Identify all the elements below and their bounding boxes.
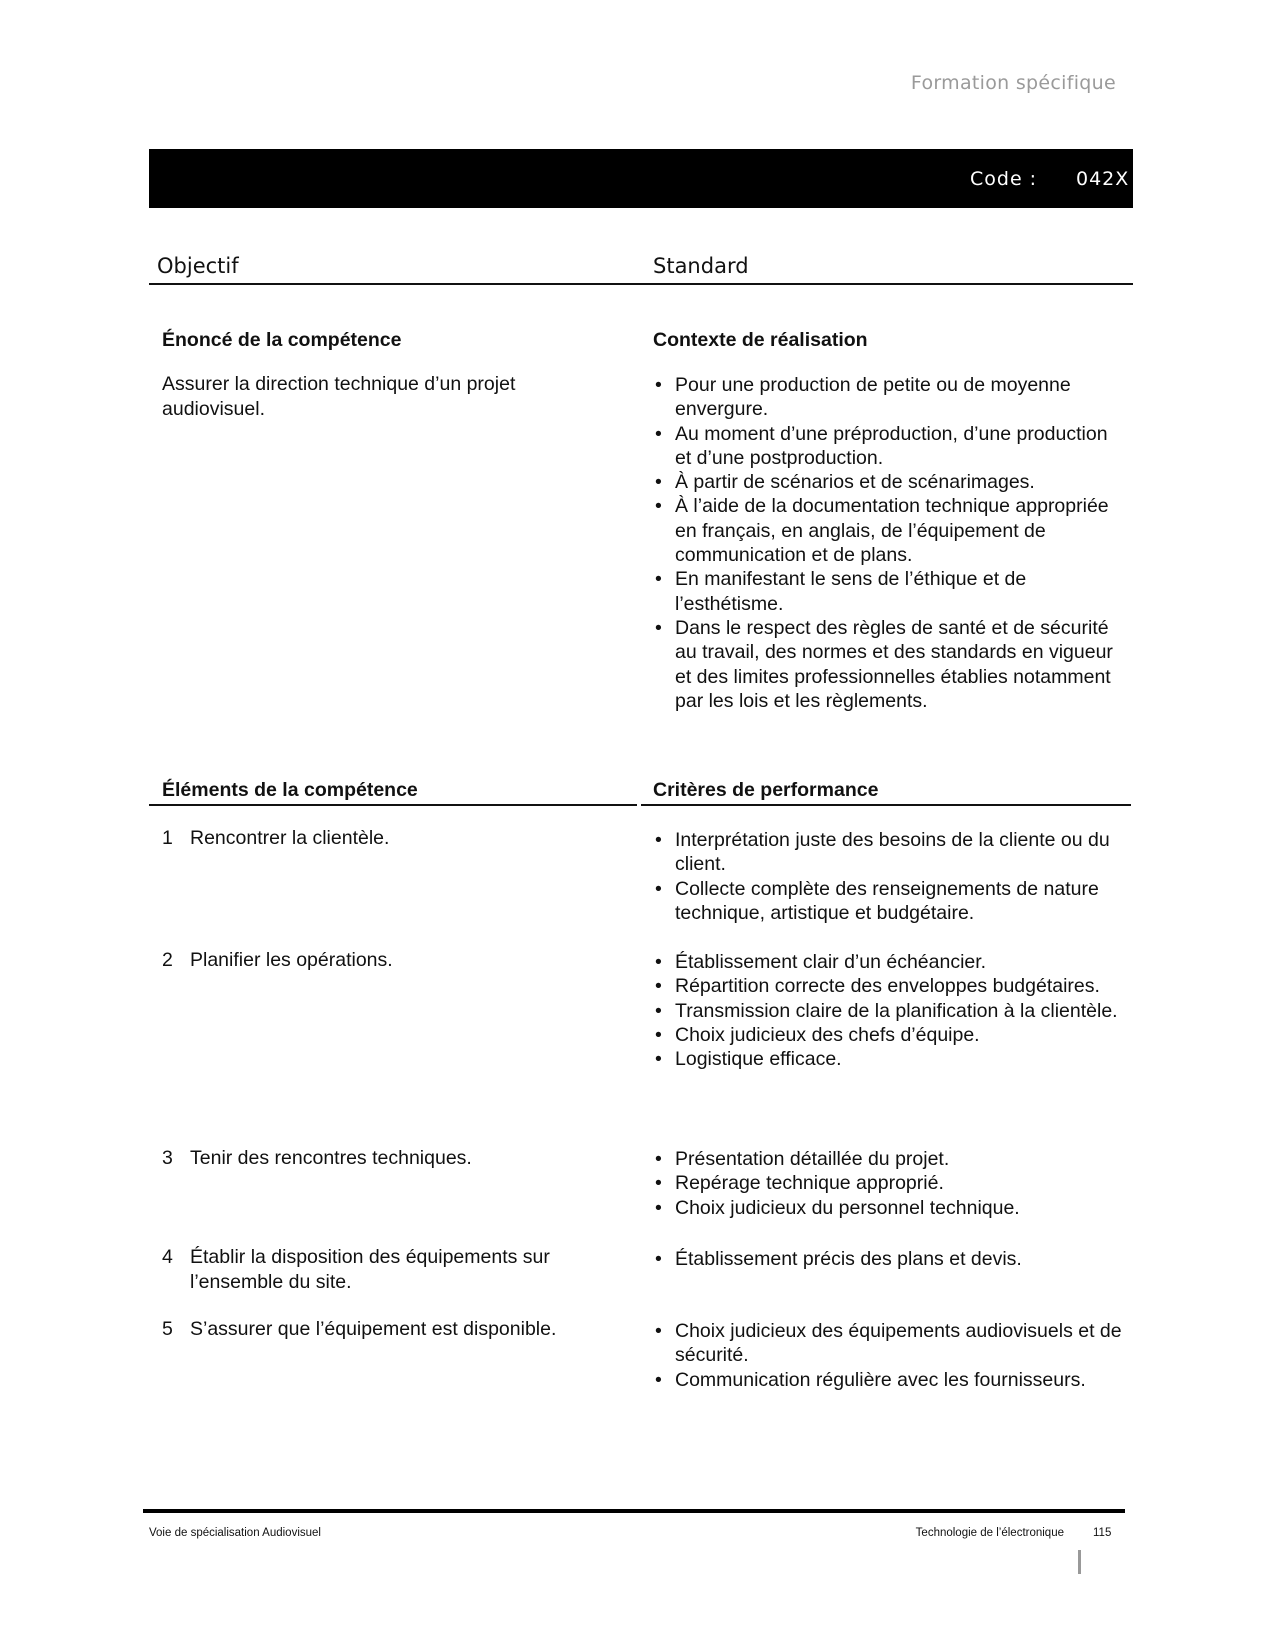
criteria-list bbox=[653, 1247, 1128, 1271]
footer-rule bbox=[143, 1509, 1125, 1513]
page-number: 115 bbox=[1093, 1527, 1112, 1539]
element-row bbox=[162, 948, 612, 973]
list-item: • Communication régulière avec les fournisseurs. bbox=[653, 1368, 1128, 1392]
divider bbox=[641, 804, 1131, 806]
element-text: Planifier les opérations. bbox=[190, 949, 393, 971]
section-header: Formation spécifique bbox=[910, 72, 1116, 94]
element-text: Rencontrer la clientèle. bbox=[190, 827, 390, 849]
list-item: • Interprétation juste des besoins de la cliente ou du client. bbox=[653, 828, 1128, 877]
list-item: • Pour une production de petite ou de moyenne envergure. bbox=[653, 373, 1128, 422]
criteria-list bbox=[653, 1319, 1128, 1392]
footer-left: Voie de spécialisation Audiovisuel bbox=[149, 1527, 321, 1539]
list-item: • Choix judicieux des chefs d’équipe. bbox=[653, 1023, 1128, 1047]
list-item: • Établissement clair d’un échéancier. bbox=[653, 950, 1128, 974]
list-item: • Repérage technique approprié. bbox=[653, 1171, 1128, 1195]
divider bbox=[149, 804, 637, 806]
element-row bbox=[162, 1317, 602, 1342]
list-item: • Établissement précis des plans et devis. bbox=[653, 1247, 1128, 1271]
divider bbox=[149, 283, 1133, 285]
element-number: 2 bbox=[162, 949, 173, 971]
list-item: • Collecte complète des renseignements de nature technique, artistique et budgétaire. bbox=[653, 877, 1128, 926]
criteres-heading: Critères de performance bbox=[653, 779, 879, 801]
contexte-list bbox=[653, 373, 1128, 713]
code-label: Code : bbox=[970, 168, 1038, 190]
margin-marker bbox=[1078, 1550, 1081, 1574]
element-text: S’assurer que l’équipement est disponible. bbox=[190, 1318, 557, 1340]
standard-heading: Standard bbox=[653, 254, 749, 278]
criteria-list bbox=[653, 950, 1128, 1071]
elements-heading: Éléments de la compétence bbox=[162, 779, 418, 801]
code-value: 042X bbox=[1076, 168, 1130, 190]
element-number: 4 bbox=[162, 1246, 173, 1268]
element-row bbox=[162, 826, 612, 851]
list-item: • Répartition correcte des enveloppes budgétaires. bbox=[653, 974, 1128, 998]
list-item: • Choix judicieux des équipements audiovisuels et de sécurité. bbox=[653, 1319, 1128, 1368]
list-item: • Transmission claire de la planification à la clientèle. bbox=[653, 999, 1128, 1023]
element-number: 5 bbox=[162, 1318, 173, 1340]
element-number: 1 bbox=[162, 827, 173, 849]
element-row bbox=[162, 1146, 612, 1171]
element-text: Tenir des rencontres techniques. bbox=[190, 1147, 472, 1169]
enonce-text: Assurer la direction technique d’un projet audiovisuel. bbox=[162, 373, 516, 420]
list-item: • À partir de scénarios et de scénarimages. bbox=[653, 470, 1128, 494]
objectif-heading: Objectif bbox=[157, 254, 239, 278]
criteria-list bbox=[653, 1147, 1128, 1220]
footer-program: Technologie de l’électronique bbox=[915, 1527, 1064, 1539]
list-item: • Choix judicieux du personnel technique. bbox=[653, 1196, 1128, 1220]
list-item: • Dans le respect des règles de santé et de sécurité au travail, des normes et des standards en vigueur et des limites professionnelles établies notamment par les lois et les règlements. bbox=[653, 616, 1128, 713]
element-row bbox=[162, 1245, 582, 1294]
list-item: • Au moment d’une préproduction, d’une production et d’une postproduction. bbox=[653, 422, 1128, 471]
enonce-heading: Énoncé de la compétence bbox=[162, 329, 402, 351]
element-number: 3 bbox=[162, 1147, 173, 1169]
contexte-heading: Contexte de réalisation bbox=[653, 329, 868, 351]
list-item: • Présentation détaillée du projet. bbox=[653, 1147, 1128, 1171]
list-item: • À l’aide de la documentation technique appropriée en français, en anglais, de l’équipement de communication et de plans. bbox=[653, 494, 1128, 567]
criteria-list bbox=[653, 828, 1128, 925]
element-text: Établir la disposition des équipements sur l’ensemble du site. bbox=[190, 1246, 550, 1293]
list-item: • Logistique efficace. bbox=[653, 1047, 1128, 1071]
list-item: • En manifestant le sens de l’éthique et de l’esthétisme. bbox=[653, 567, 1128, 616]
